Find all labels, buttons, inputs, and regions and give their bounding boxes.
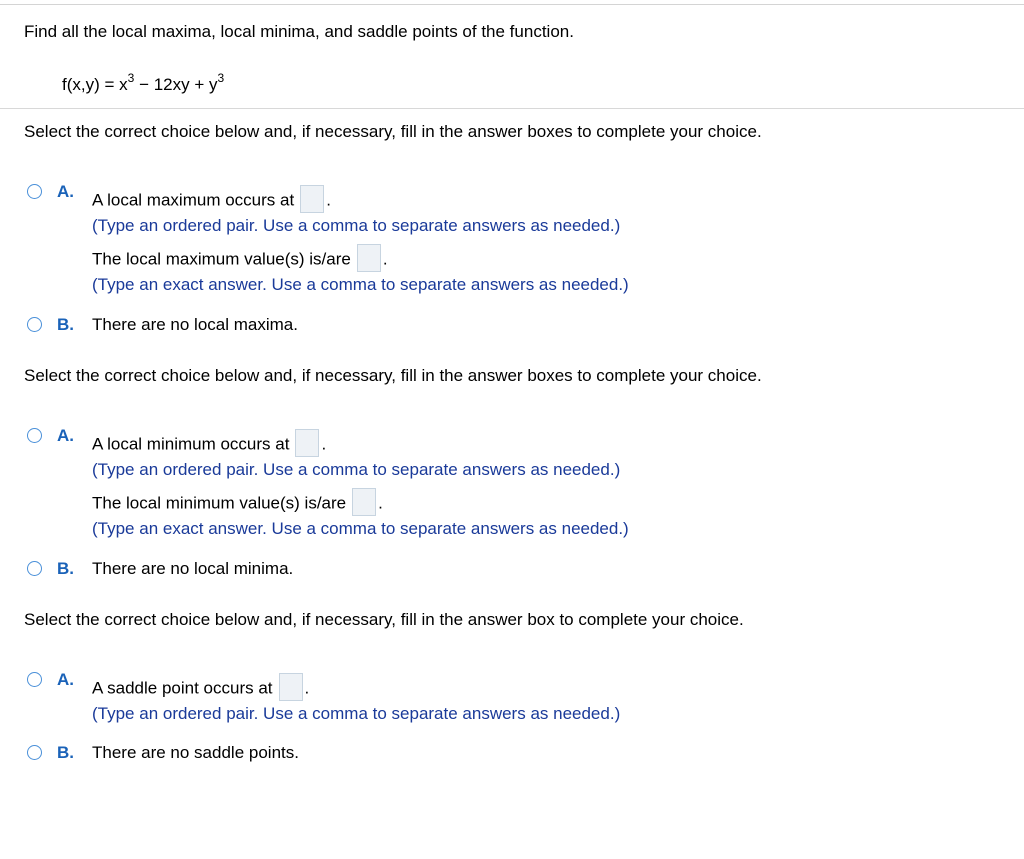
minima-a-line1 xyxy=(92,431,326,459)
radio-saddle-b[interactable] xyxy=(27,745,42,760)
choice-letter-minima-a: A. xyxy=(57,426,74,445)
minima-a-hint1: (Type an ordered pair. Use a comma to separate answers as needed.) xyxy=(92,460,621,479)
function-formula xyxy=(62,71,225,95)
choice-letter-saddle-b: B. xyxy=(57,743,74,762)
formula-prefix: f(x,y) = x xyxy=(62,75,128,94)
period: . xyxy=(304,678,310,698)
maxima-b-text: There are no local maxima. xyxy=(92,315,298,334)
saddle-a-line1 xyxy=(92,675,309,703)
saddle-b-text: There are no saddle points. xyxy=(92,743,299,762)
instruction-saddle: Select the correct choice below and, if necessary, fill in the answer box to complete your choice. xyxy=(24,610,744,629)
maxima-a-line2 xyxy=(92,246,388,274)
saddle-a-line1-text: A saddle point occurs at xyxy=(92,678,273,698)
minima-a-hint2: (Type an exact answer. Use a comma to separate answers as needed.) xyxy=(92,519,629,538)
choice-letter-maxima-b: B. xyxy=(57,315,74,334)
choice-letter-minima-b: B. xyxy=(57,559,74,578)
radio-maxima-b[interactable] xyxy=(27,317,42,332)
period: . xyxy=(326,190,331,210)
answer-box-max-value[interactable] xyxy=(357,244,381,272)
maxima-a-line1 xyxy=(92,187,331,215)
radio-maxima-a[interactable] xyxy=(27,184,42,199)
period: . xyxy=(378,493,383,513)
radio-minima-b[interactable] xyxy=(27,561,42,576)
radio-saddle-a[interactable] xyxy=(27,672,42,687)
top-border xyxy=(0,4,1024,5)
maxima-a-line1-text: A local maximum occurs at xyxy=(92,190,295,210)
radio-minima-a[interactable] xyxy=(27,428,42,443)
answer-box-max-location[interactable] xyxy=(300,185,324,213)
instruction-minima: Select the correct choice below and, if necessary, fill in the answer boxes to complete your choice. xyxy=(24,366,762,385)
saddle-a-hint1: (Type an ordered pair. Use a comma to separate answers as needed.) xyxy=(92,704,621,723)
divider xyxy=(0,108,1024,109)
maxima-a-hint1: (Type an ordered pair. Use a comma to separate answers as needed.) xyxy=(92,216,621,235)
minima-a-line1-text: A local minimum occurs at xyxy=(92,434,290,454)
formula-exponent-1: 3 xyxy=(127,71,135,85)
answer-box-min-location[interactable] xyxy=(295,429,319,457)
answer-box-min-value[interactable] xyxy=(352,488,376,516)
choice-letter-maxima-a: A. xyxy=(57,182,74,201)
answer-box-saddle-location[interactable] xyxy=(279,673,303,701)
minima-b-text: There are no local minima. xyxy=(92,559,294,578)
choice-letter-saddle-a: A. xyxy=(57,670,74,689)
period: . xyxy=(382,249,388,269)
maxima-a-line2-text: The local maximum value(s) is/are xyxy=(92,249,351,269)
formula-middle: − 12xy + y xyxy=(134,75,218,94)
formula-exponent-2: 3 xyxy=(217,71,225,85)
period: . xyxy=(321,434,327,454)
question-text: Find all the local maxima, local minima, and saddle points of the function. xyxy=(24,22,574,41)
minima-a-line2-text: The local minimum value(s) is/are xyxy=(92,493,347,513)
instruction-maxima: Select the correct choice below and, if necessary, fill in the answer boxes to complete your choice. xyxy=(24,122,762,141)
minima-a-line2 xyxy=(92,490,383,518)
maxima-a-hint2: (Type an exact answer. Use a comma to separate answers as needed.) xyxy=(92,275,629,294)
